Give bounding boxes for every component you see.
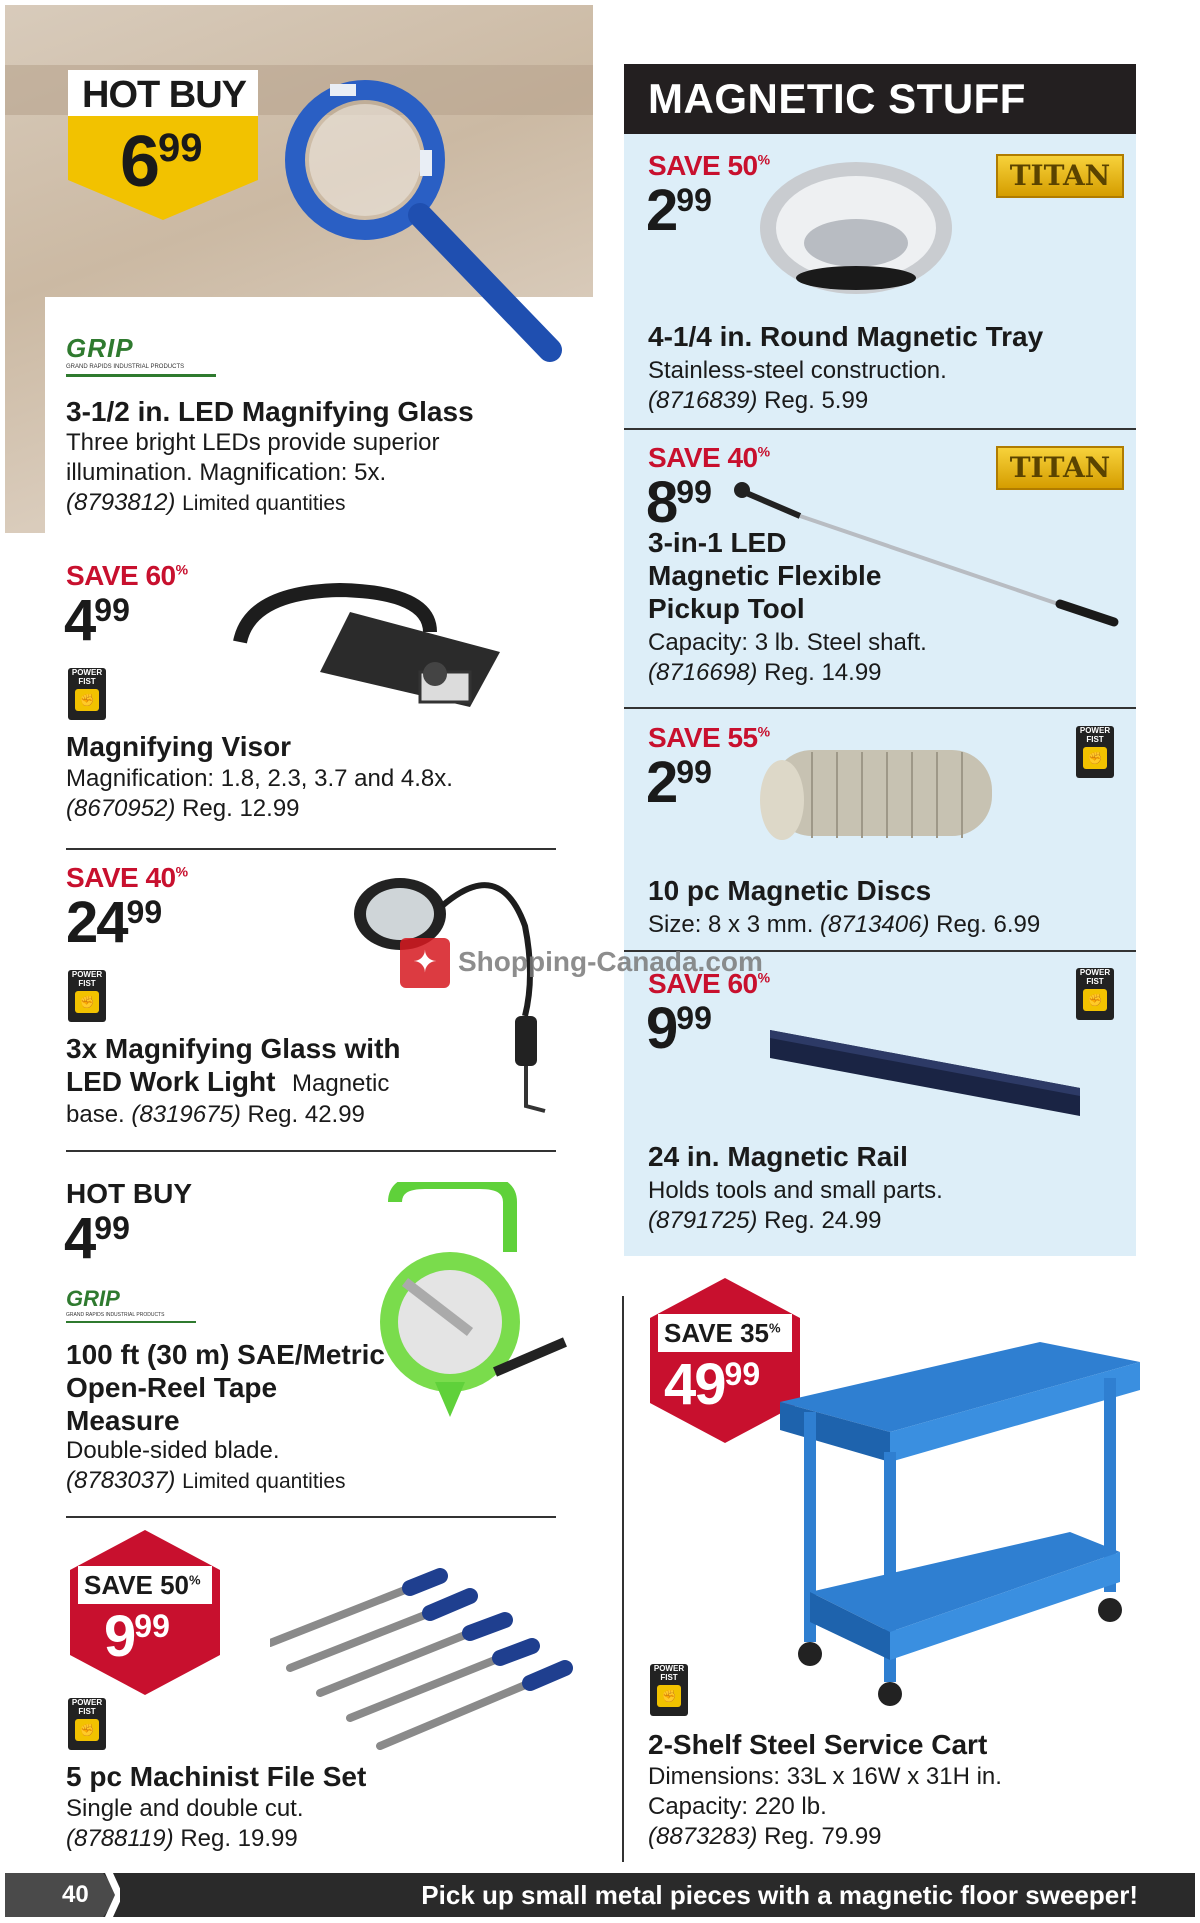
fist-icon: ✊: [75, 689, 99, 711]
work-light-price-dollars: 24: [66, 890, 127, 955]
pickup-sku-line: [648, 658, 882, 688]
fist-icon: ✊: [1083, 989, 1107, 1011]
work-light-price: [66, 890, 163, 955]
discs-sku: (8713406): [820, 911, 930, 938]
tape-note: Limited quantities: [182, 1470, 346, 1493]
fist-icon: ✊: [1083, 747, 1107, 769]
tray-save: SAVE 50%: [648, 150, 770, 181]
visor-reg: Reg. 12.99: [182, 795, 300, 822]
visor-save-text: SAVE 60: [66, 560, 176, 591]
tray-desc: Stainless-steel construction.: [648, 357, 947, 384]
power-fist-logo-text: POWER FIST: [71, 970, 103, 988]
grip-logo: [66, 1286, 216, 1323]
work-light-desc: base.: [66, 1101, 125, 1128]
magnetic-stuff-title: MAGNETIC STUFF: [648, 75, 1026, 122]
cart-save-text: SAVE 35: [664, 1318, 770, 1348]
magnifying-visor-image: [230, 582, 510, 717]
power-fist-logo: [68, 1698, 106, 1750]
divider: [66, 1516, 556, 1518]
work-light-sku-line: [66, 1100, 365, 1130]
discs-save-text: SAVE 55: [648, 722, 758, 753]
visor-desc: Magnification: 1.8, 2.3, 3.7 and 4.8x.: [66, 765, 453, 792]
fist-icon: ✊: [657, 1685, 681, 1707]
pickup-sku: (8716698): [648, 659, 758, 686]
visor-sku-line: [66, 794, 300, 824]
file-set-save: SAVE 50%: [84, 1570, 201, 1600]
magnetic-discs-image: [752, 742, 1012, 852]
cart-save: SAVE 35%: [664, 1318, 781, 1348]
file-set-desc: Single and double cut.: [66, 1795, 304, 1822]
work-light-title: 3x Magnifying Glass with LED Work Light: [66, 1033, 401, 1097]
file-set-title: 5 pc Machinist File Set: [66, 1761, 367, 1792]
tape-price-cents: 99: [94, 1210, 130, 1246]
tray-title: 4-1/4 in. Round Magnetic Tray: [648, 321, 1044, 352]
file-set-image: [270, 1568, 580, 1758]
rail-price-cents: 99: [676, 1000, 712, 1036]
divider: [624, 428, 1136, 430]
titan-logo: TITAN: [996, 154, 1124, 198]
tray-reg: Reg. 5.99: [764, 387, 869, 414]
titan-logo: TITAN: [996, 446, 1124, 490]
power-fist-logo-text: POWER FIST: [71, 1698, 103, 1716]
discs-title: 10 pc Magnetic Discs: [648, 875, 932, 906]
file-set-price: [104, 1604, 170, 1669]
visor-price-cents: 99: [94, 592, 130, 628]
rail-save: SAVE 60%: [648, 968, 770, 999]
cart-price-cents: 99: [724, 1356, 761, 1392]
cart-price: [664, 1352, 761, 1417]
tray-save-text: SAVE 50: [648, 150, 758, 181]
cart-desc-2: Capacity: 220 lb.: [648, 1793, 827, 1820]
rail-save-text: SAVE 60: [648, 968, 758, 999]
cart-desc-1: Dimensions: 33L x 16W x 31H in.: [648, 1763, 1002, 1790]
magnetic-stuff-header: [624, 64, 1136, 134]
power-fist-logo-text: POWER FIST: [1079, 968, 1111, 986]
maple-leaf-icon: ✦: [400, 938, 450, 988]
service-cart-image: [780, 1342, 1140, 1712]
grip-logo-subtitle: GRAND RAPIDS INDUSTRIAL PRODUCTS: [66, 364, 185, 370]
magnetic-rail-image: [770, 1012, 1086, 1124]
hero-sku: (8793812): [66, 489, 176, 516]
file-set-price-dollars: 9: [104, 1604, 135, 1669]
rail-sku-line: [648, 1206, 882, 1236]
work-light-desc-inline: Magnetic: [292, 1070, 390, 1097]
rail-price: [646, 996, 712, 1061]
file-set-save-text: SAVE 50: [84, 1570, 190, 1600]
fist-icon: ✊: [75, 991, 99, 1013]
visor-price: [64, 588, 130, 653]
discs-price: [646, 750, 712, 815]
rail-price-dollars: 9: [646, 996, 677, 1061]
power-fist-logo: [650, 1664, 688, 1716]
divider: [624, 707, 1136, 709]
file-set-reg: Reg. 19.99: [180, 1825, 298, 1852]
discs-reg: Reg. 6.99: [936, 911, 1041, 938]
work-light-reg: Reg. 42.99: [247, 1101, 365, 1128]
divider: [66, 1150, 556, 1152]
hero-sku-line: [66, 488, 346, 519]
work-light-save-text: SAVE 40: [66, 862, 176, 893]
rail-desc: Holds tools and small parts.: [648, 1177, 943, 1204]
pickup-desc: Capacity: 3 lb. Steel shaft.: [648, 629, 927, 656]
fist-icon: ✊: [75, 1719, 99, 1741]
power-fist-logo: [68, 668, 106, 720]
tray-price-dollars: 2: [646, 178, 677, 243]
cart-sku: (8873283): [648, 1823, 758, 1850]
discs-price-cents: 99: [676, 754, 712, 790]
tape-title: 100 ft (30 m) SAE/Metric Open-Reel Tape Measure: [66, 1339, 385, 1436]
tape-price-dollars: 4: [64, 1206, 95, 1271]
discs-save: SAVE 55%: [648, 722, 770, 753]
cart-price-dollars: 49: [664, 1352, 725, 1417]
tape-measure-image: [365, 1182, 580, 1427]
tape-desc: Double-sided blade.: [66, 1437, 280, 1464]
discs-price-dollars: 2: [646, 750, 677, 815]
page-number: 40: [62, 1881, 89, 1908]
tray-price-cents: 99: [676, 182, 712, 218]
power-fist-logo-text: POWER FIST: [1079, 726, 1111, 744]
power-fist-logo-text: POWER FIST: [653, 1664, 685, 1682]
rail-sku: (8791725): [648, 1207, 758, 1234]
pickup-title: 3-in-1 LED Magnetic Flexible Pickup Tool: [648, 527, 882, 624]
tray-sku: (8716839): [648, 387, 758, 414]
rail-reg: Reg. 24.99: [764, 1207, 882, 1234]
discs-desc: Size: 8 x 3 mm.: [648, 911, 814, 938]
grip-logo-underline: [66, 374, 216, 377]
cart-reg: Reg. 79.99: [764, 1823, 882, 1850]
grip-logo-underline: [66, 1321, 196, 1323]
pickup-price: [646, 470, 712, 535]
vertical-divider: [622, 1296, 624, 1862]
power-fist-logo: [1076, 726, 1114, 778]
grip-logo: [66, 333, 226, 389]
hero-desc: Three bright LEDs provide superior illumination. Magnification: 5x.: [66, 429, 440, 486]
cart-sku-line: [648, 1822, 882, 1852]
pickup-save: SAVE 40%: [648, 442, 770, 473]
file-set-sku-line: [66, 1824, 298, 1854]
rail-title: 24 in. Magnetic Rail: [648, 1141, 908, 1172]
discs-sku-line: [648, 910, 1040, 940]
pickup-price-cents: 99: [676, 474, 712, 510]
visor-price-dollars: 4: [64, 588, 95, 653]
pickup-price-dollars: 8: [646, 470, 677, 535]
watermark-text: Shopping-Canada.com: [458, 946, 763, 977]
tray-sku-line: [648, 386, 868, 416]
visor-sku: (8670952): [66, 795, 176, 822]
grip-logo-text: GRIP: [66, 333, 134, 363]
pickup-save-text: SAVE 40: [648, 442, 758, 473]
work-light-save: SAVE 40%: [66, 862, 188, 893]
file-set-price-cents: 99: [134, 1608, 170, 1644]
watermark: [400, 938, 820, 988]
tape-sku: (8783037): [66, 1467, 176, 1494]
hero-price: [120, 122, 203, 202]
work-light-sku: (8319675): [131, 1101, 241, 1128]
hero-price-dollars: 6: [120, 122, 159, 202]
pickup-reg: Reg. 14.99: [764, 659, 882, 686]
cart-title: 2-Shelf Steel Service Cart: [648, 1729, 988, 1760]
visor-title: Magnifying Visor: [66, 731, 292, 762]
divider: [66, 848, 556, 850]
hot-buy-label: HOT BUY: [82, 74, 246, 116]
work-light-price-cents: 99: [126, 894, 163, 930]
magnetic-tray-image: [756, 148, 956, 308]
visor-save: SAVE 60%: [66, 560, 188, 591]
tape-sku-line: [66, 1466, 346, 1497]
hero-note: Limited quantities: [182, 492, 346, 515]
tray-price: [646, 178, 712, 243]
power-fist-logo: [68, 970, 106, 1022]
power-fist-logo-text: POWER FIST: [71, 668, 103, 686]
tape-price: [64, 1206, 130, 1271]
hero-title: 3-1/2 in. LED Magnifying Glass: [66, 396, 474, 427]
grip-logo-subtitle: GRAND RAPIDS INDUSTRIAL PRODUCTS: [66, 1312, 165, 1318]
tape-hot-buy: HOT BUY: [66, 1178, 192, 1209]
file-set-sku: (8788119): [66, 1825, 174, 1852]
footer-tagline: Pick up small metal pieces with a magnetic floor sweeper!: [421, 1880, 1138, 1910]
hero-price-cents: 99: [158, 126, 203, 170]
led-magnifying-glass-image: [270, 80, 570, 370]
grip-logo-text: GRIP: [66, 1286, 120, 1311]
